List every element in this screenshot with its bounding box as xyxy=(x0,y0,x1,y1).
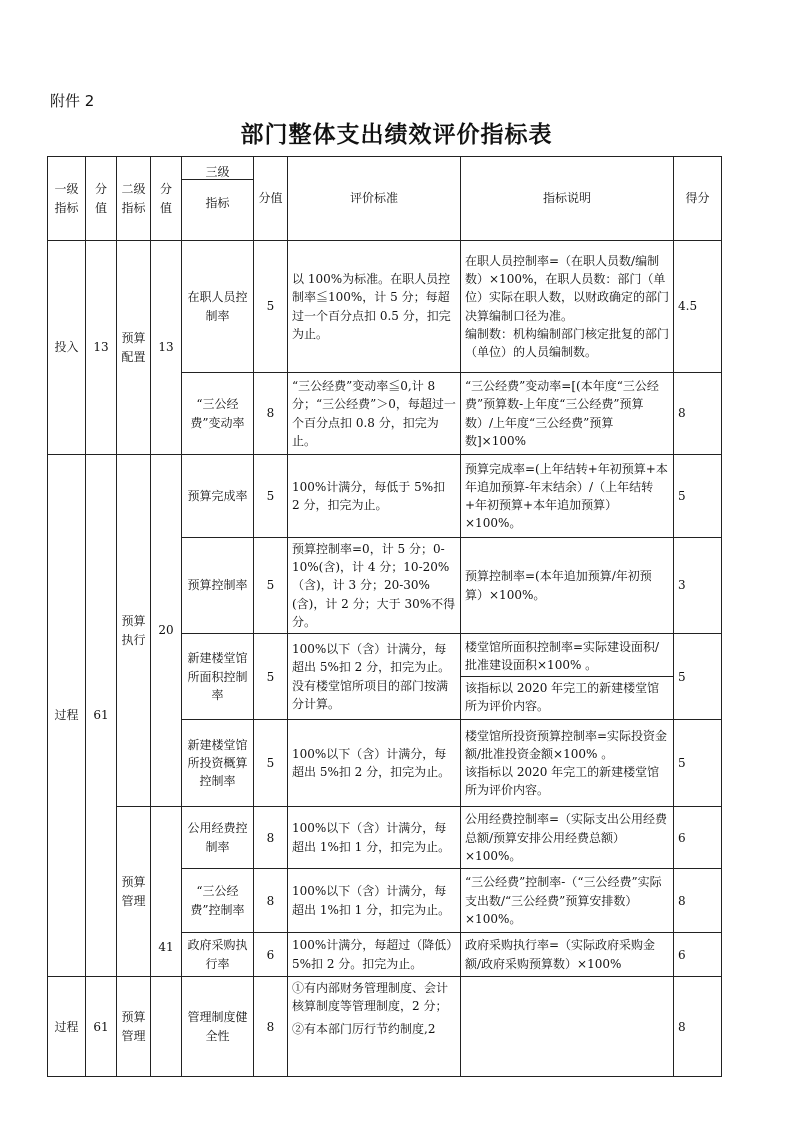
score-cell: 8 xyxy=(674,869,722,933)
level1-score-cell: 61 xyxy=(86,455,117,977)
explanation-cell: 预算完成率=(上年结转+年初预算+本年追加预算-年末结余）/（上年结转+年初预算+本年追加预算）×100%。 xyxy=(461,455,674,538)
header-criteria: 评价标准 xyxy=(288,157,461,241)
level2-cell: 预算管理 xyxy=(117,977,151,1077)
points-cell: 8 xyxy=(254,977,288,1077)
explanation-cell: 公用经费控制率=（实际支出公用经费总额/预算安排公用经费总额）×100%。 xyxy=(461,807,674,869)
indicator-cell: 政府采购执行率 xyxy=(182,933,254,977)
header-level3 xyxy=(182,157,254,241)
header-level2-score: 分值 xyxy=(151,157,182,241)
indicator-cell: 预算控制率 xyxy=(182,538,254,634)
level2-score-cell: 13 xyxy=(151,241,182,455)
explanation-cell xyxy=(461,720,674,807)
criteria-cell: 100%以下（含）计满分，每超出 5%扣 2 分，扣完为止。 xyxy=(288,720,461,807)
level2-cell: 预算管理 xyxy=(117,807,151,977)
score-cell: 5 xyxy=(674,455,722,538)
explanation-text: 楼堂馆所面积控制率=实际建设面积/批准建设面积×100% 。 xyxy=(465,639,660,672)
score-cell: 8 xyxy=(674,977,722,1077)
explanation-cell xyxy=(461,241,674,373)
points-cell: 8 xyxy=(254,869,288,933)
criteria-cell: “三公经费”变动率≦0,计 8 分；“三公经费”＞0，每超过一个百分点扣 0.8 分，扣完为止。 xyxy=(288,373,461,455)
criteria-cell: 预算控制率=0，计 5 分；0-10%(含)，计 4 分；10-20%（含)，计 3 分；20-30%(含)，计 2 分；大于 30%不得分。 xyxy=(288,538,461,634)
level2-cell: 预算配置 xyxy=(117,241,151,455)
explanation-cell xyxy=(461,634,674,720)
level2-score-cell: 41 xyxy=(151,807,182,977)
points-cell: 5 xyxy=(254,538,288,634)
points-cell: 8 xyxy=(254,373,288,455)
header-level3-score: 分值 xyxy=(254,157,288,241)
explanation-text-2: 该指标以 2020 年完工的新建楼堂馆所为评价内容。 xyxy=(465,765,660,798)
header-score: 得分 xyxy=(674,157,722,241)
attachment-label: 附件 2 xyxy=(50,92,95,110)
level2-score-cell: 20 xyxy=(151,455,182,807)
explanation-cell xyxy=(461,977,674,1077)
header-explanation: 指标说明 xyxy=(461,157,674,241)
points-cell: 8 xyxy=(254,807,288,869)
criteria-cell: 100%以下（含）计满分，每超出 1%扣 1 分，扣完为止。 xyxy=(288,807,461,869)
criteria-text-2: ②有本部门厉行节约制度,2 xyxy=(292,1021,436,1036)
header-level2: 二级指标 xyxy=(117,157,151,241)
points-cell: 6 xyxy=(254,933,288,977)
indicator-cell: 在职人员控制率 xyxy=(182,241,254,373)
score-cell: 6 xyxy=(674,933,722,977)
criteria-cell: 100%以下（含）计满分，每超出 5%扣 2 分，扣完为止。没有楼堂馆所项目的部门按满分计算。 xyxy=(288,634,461,720)
table-row xyxy=(48,241,722,373)
header-level1: 一级指标 xyxy=(48,157,86,241)
level1-cell: 过程 xyxy=(48,977,86,1077)
criteria-cell: 以 100%为标准。在职人员控制率≦100%，计 5 分；每超过一个百分点扣 0.5 分，扣完为止。 xyxy=(288,241,461,373)
table-header-row xyxy=(48,157,722,241)
criteria-cell: 100%计满分，每超过（降低）5%扣 2 分。扣完为止。 xyxy=(288,933,461,977)
explanation-text-2: 该指标以 2020 年完工的新建楼堂馆所为评价内容。 xyxy=(461,676,673,717)
level1-score-cell: 13 xyxy=(86,241,117,455)
indicator-table xyxy=(47,156,722,1077)
indicator-cell: “三公经费”变动率 xyxy=(182,373,254,455)
indicator-cell: 管理制度健全性 xyxy=(182,977,254,1077)
score-cell: 5 xyxy=(674,720,722,807)
explanation-cell: 预算控制率=(本年追加预算/年初预算）×100%。 xyxy=(461,538,674,634)
table-row xyxy=(48,977,722,1077)
indicator-cell: “三公经费”控制率 xyxy=(182,869,254,933)
level2-score-cell xyxy=(151,977,182,1077)
score-cell: 8 xyxy=(674,373,722,455)
points-cell: 5 xyxy=(254,241,288,373)
points-cell: 5 xyxy=(254,634,288,720)
header-level3-indicator: 指标 xyxy=(205,196,230,210)
indicator-cell: 新建楼堂馆所面积控制率 xyxy=(182,634,254,720)
points-cell: 5 xyxy=(254,720,288,807)
header-level3-group: 三级 xyxy=(182,163,253,180)
indicator-cell: 公用经费控制率 xyxy=(182,807,254,869)
criteria-cell: 100%以下（含）计满分，每超出 1%扣 1 分，扣完为止。 xyxy=(288,869,461,933)
explanation-cell: “三公经费”变动率=[(本年度“三公经费”预算数-上年度“三公经费”预算数）/上年度“三公经费”预算数]×100% xyxy=(461,373,674,455)
score-cell: 5 xyxy=(674,634,722,720)
score-cell: 4.5 xyxy=(674,241,722,373)
level1-cell: 过程 xyxy=(48,455,86,977)
criteria-cell xyxy=(288,977,461,1077)
score-cell: 6 xyxy=(674,807,722,869)
explanation-text: 在职人员控制率=（在职人员数/编制数）×100%，在职人员数：部门（单位）实际在职人数，以财政确定的部门决算编制口径为准。 xyxy=(465,253,670,323)
header-level1-score: 分值 xyxy=(86,157,117,241)
explanation-text-2: 编制数：机构编制部门核定批复的部门（单位）的人员编制数。 xyxy=(465,326,670,359)
table-row xyxy=(48,455,722,538)
level1-cell: 投入 xyxy=(48,241,86,455)
explanation-cell: “三公经费”控制率-（“三公经费”实际支出数/“三公经费”预算安排数）×100%。 xyxy=(461,869,674,933)
points-cell: 5 xyxy=(254,455,288,538)
level1-score-cell: 61 xyxy=(86,977,117,1077)
table-row xyxy=(48,807,722,869)
page-title: 部门整体支出绩效评价指标表 xyxy=(240,122,553,148)
explanation-cell: 政府采购执行率=（实际政府采购金额/政府采购预算数）×100% xyxy=(461,933,674,977)
criteria-text: ①有内部财务管理制度、会计核算制度等管理制度，2 分； xyxy=(292,981,449,1014)
indicator-cell: 预算完成率 xyxy=(182,455,254,538)
score-cell: 3 xyxy=(674,538,722,634)
indicator-cell: 新建楼堂馆所投资概算控制率 xyxy=(182,720,254,807)
explanation-text: 楼堂馆所投资预算控制率=实际投资金额/批准投资金额×100% 。 xyxy=(465,728,668,761)
criteria-cell: 100%计满分，每低于 5%扣 2 分，扣完为止。 xyxy=(288,455,461,538)
level2-cell: 预算执行 xyxy=(117,455,151,807)
